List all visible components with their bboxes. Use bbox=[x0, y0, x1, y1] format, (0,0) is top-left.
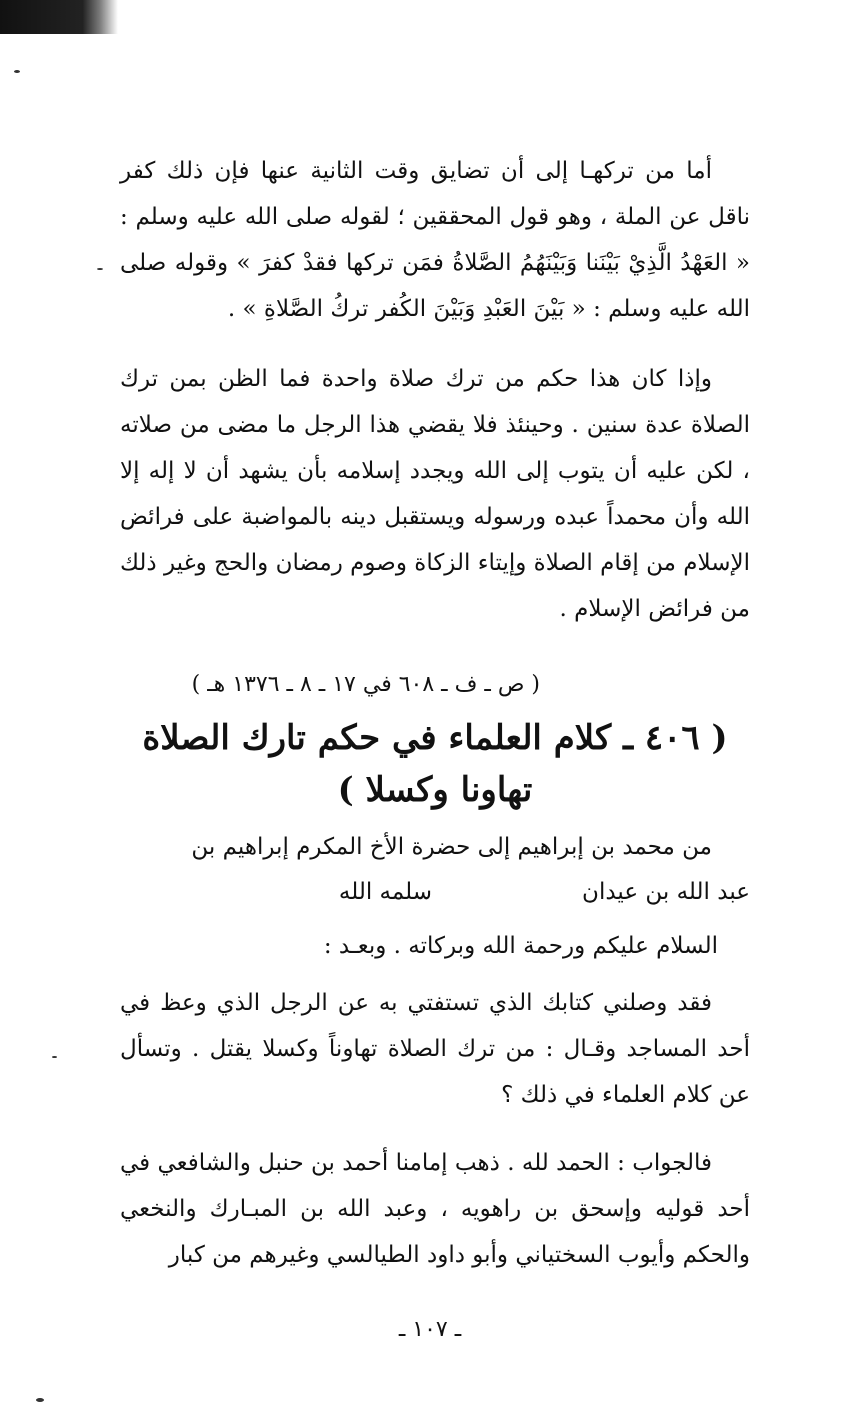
recipient-name: عبد الله بن عيدان bbox=[582, 879, 750, 905]
scan-speck bbox=[52, 1056, 57, 1058]
reference-citation: ( ص ـ ف ـ ٦٠٨ في ١٧ ـ ٨ ـ ١٣٧٦ هـ ) bbox=[191, 672, 540, 697]
letter-from-line: من محمد بن إبراهيم إلى حضرة الأخ المكرم إبراهيم بن bbox=[191, 834, 712, 860]
scan-speck bbox=[36, 1398, 44, 1402]
paragraph-1 bbox=[120, 148, 750, 332]
paragraph-2 bbox=[120, 356, 750, 632]
greeting-line: السلام عليكم ورحمة الله وبركاته . وبعـد : bbox=[323, 933, 718, 959]
paragraph-1-text: أما من تركهـا إلى أن تضايق وقت الثانية عنها فإن ذلك كفر ناقل عن الملة ، وهو قول المحققين ؛ لقوله صلى الله عليه وسلم : « العَهْدُ الَّذِيْ بَيْنَنا وَبَيْنَهُمُ الصَّلاةُ فمَن تركها فقدْ كفرَ » وقوله صلى الله عليه وسلم : « بَيْنَ العَبْدِ وَبَيْنَ الكُفر تركُ الصَّلاةِ » . bbox=[120, 158, 750, 322]
recipient-salutation: سلمه الله bbox=[338, 879, 433, 905]
paragraph-2-text: وإذا كان هذا حكم من ترك صلاة واحدة فما الظن بمن ترك الصلاة عدة سنين . وحينئذ فلا يقضي هذا الرجل ما مضى من صلاته ، لكن عليه أن يتوب إلى الله ويجدد إسلامه بأن يشهد أن لا إله إلا الله وأن محمداً عبده ورسوله ويستقبل دينه بالمواضبة على فرائض الإسلام من إقام الصلاة وإيتاء الزكاة وصوم رمضان والحج وغير ذلك من فرائض الإسلام . bbox=[120, 366, 750, 622]
paragraph-3-text: فقد وصلني كتابك الذي تستفتي به عن الرجل الذي وعظ في أحد المساجد وقـال : من ترك الصلاة تهاوناً وكسلا يقتل . وتسأل عن كلام العلماء في ذلك ؟ bbox=[120, 990, 750, 1108]
paragraph-4 bbox=[120, 1140, 750, 1278]
paragraph-4-text: فالجواب : الحمد لله . ذهب إمامنا أحمد بن حنبل والشافعي في أحد قوليه وإسحق بن راهويه ، وعبد الله بن المبـارك والنخعي والحكم وأيوب السختياني وأبو داود الطيالسي وغيرهم من كبار bbox=[120, 1150, 750, 1268]
page-number: ـ ١٠٧ ـ bbox=[398, 1317, 462, 1342]
scan-speck bbox=[14, 70, 20, 73]
letter-recipient-line bbox=[120, 872, 750, 912]
scan-edge-shadow bbox=[0, 0, 118, 34]
scan-speck bbox=[97, 268, 103, 270]
section-heading bbox=[120, 712, 750, 816]
heading-line-2: تهاونا وكسلا ) bbox=[337, 770, 533, 810]
heading-line-1: ( ٤٠٦ ـ كلام العلماء في حكم تارك الصلاة bbox=[142, 718, 728, 758]
paragraph-3 bbox=[120, 980, 750, 1118]
